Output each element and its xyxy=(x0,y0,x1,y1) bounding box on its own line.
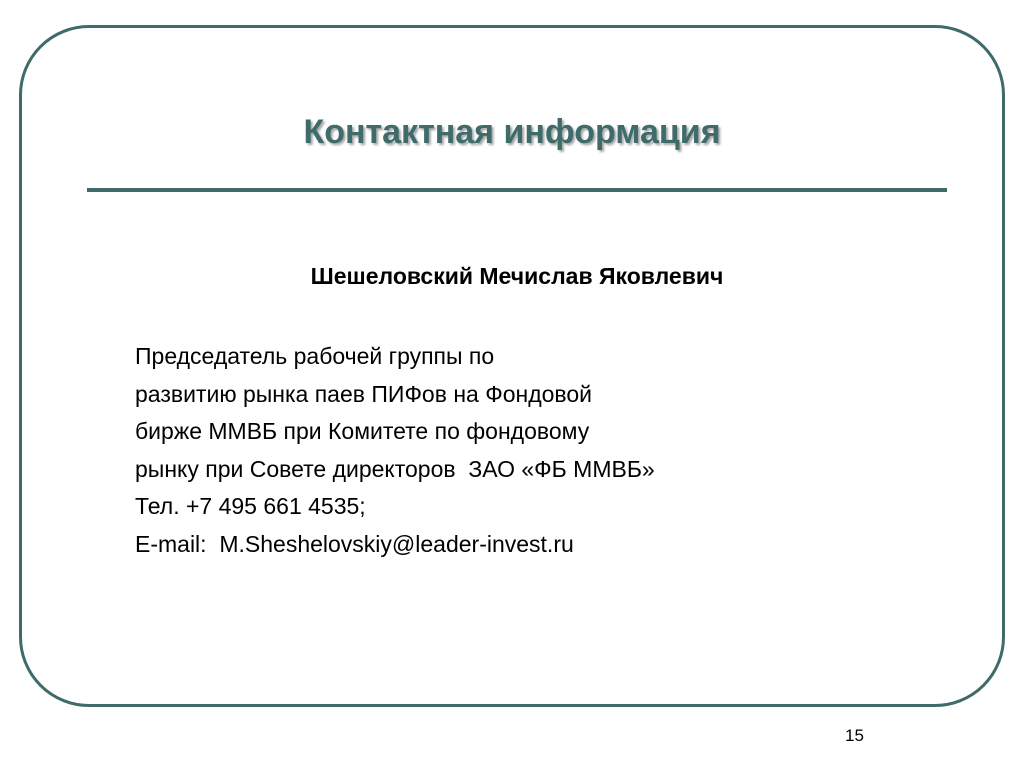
contact-details xyxy=(135,338,655,563)
position-line: развитию рынка паев ПИФов на Фондовой xyxy=(135,380,593,407)
position-line: бирже ММВБ при Комитете по фондовому xyxy=(135,418,590,444)
title-divider xyxy=(87,188,947,192)
page-number: 15 xyxy=(845,726,864,745)
phone-line: Тел. +7 495 661 4535; xyxy=(135,493,366,519)
slide-title: Контактная информация xyxy=(303,113,721,151)
email-line[interactable]: E-mail: M.Sheshelovskiy@leader-invest.ru xyxy=(135,530,574,557)
position-line: Председатель рабочей группы по xyxy=(135,343,495,369)
position-line: рынку при Совете директоров ЗАО «ФБ ММВБ» xyxy=(135,455,655,482)
contact-name: Шешеловский Мечислав Яковлевич xyxy=(310,263,724,289)
